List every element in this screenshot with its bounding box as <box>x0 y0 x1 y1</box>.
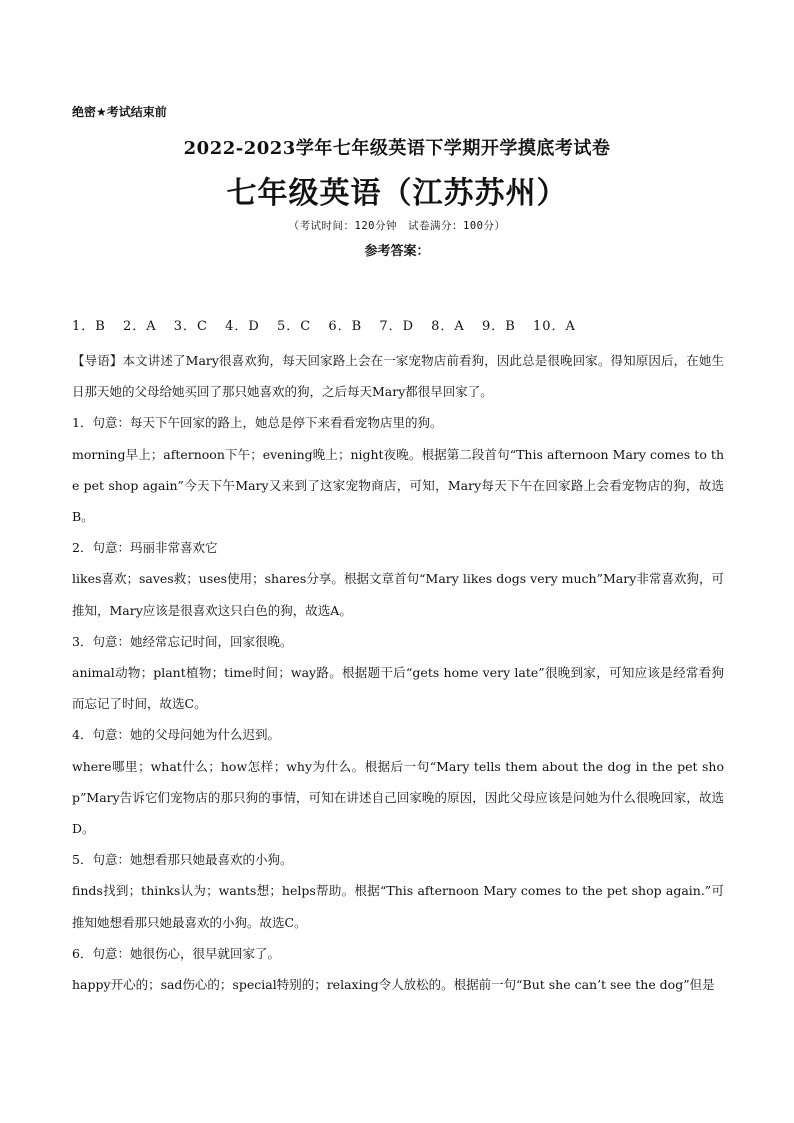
explanation-text: finds找到；thinks认为；wants想；helps帮助。根据“This afternoon Mary comes to the pet shop again.”可推知她想看那只她最喜欢的小狗。故选C。 <box>72 883 724 930</box>
answer-item: 6．B <box>328 319 363 334</box>
explanation-title: 5．句意：她想看那只她最喜欢的小狗。 <box>72 852 293 868</box>
explanation-title: 1．句意：每天下午回家的路上，她总是停下来看看宠物店里的狗。 <box>72 415 443 431</box>
answer-key <box>72 315 588 334</box>
explanation-text: happy开心的；sad伤心的；special特别的；relaxing令人放松的。根据前一句“But she can’t see the dog”但是 <box>72 977 715 993</box>
answer-item: 8．A <box>431 319 465 334</box>
explanation-title: 6．句意：她很伤心，很早就回家了。 <box>72 945 280 961</box>
confidential-mark: 绝密★考试结束前 <box>72 105 167 119</box>
explanation-title: 4．句意：她的父母问她为什么迟到。 <box>72 727 280 743</box>
explanation-title: 3．句意：她经常忘记时间，回家很晚。 <box>72 633 293 649</box>
exam-title: 2022-2023学年七年级英语下学期开学摸底考试卷 <box>183 138 611 159</box>
reference-answer-heading: 参考答案： <box>364 244 430 259</box>
answer-item: 1．B <box>72 319 106 334</box>
explanation-text: morning早上；afternoon下午；evening晚上；night夜晚。根据第二段首句“This afternoon Mary comes to the pet shop again”今天下午Mary又来到了这家宠物商店，可知，Mary每天下午在回家路上会看宠物店的狗，故选B。 <box>72 446 724 525</box>
answer-item: 10．A <box>532 319 576 334</box>
answer-item: 9．B <box>481 319 516 334</box>
main-title: 七年级英语（江苏苏州） <box>226 176 568 211</box>
explanation-text: likes喜欢；saves救；uses使用；shares分享。根据文章首句“Mary likes dogs very much”Mary非常喜欢狗，可推知，Mary应该是很喜欢这只白色的狗，故选A。 <box>72 571 724 618</box>
answer-item: 5．C <box>276 319 312 334</box>
explanation-text: animal动物；plant植物；time时间；way路。根据题干后“gets home very late”很晚到家，可知应该是经常看狗而忘记了时间，故选C。 <box>72 665 724 712</box>
explanation-text: where哪里；what什么；how怎样；why为什么。根据后一句“Mary tells them about the dog in the pet shop”Mary告诉它们宠物店的那只狗的事情，可知在讲述自己回家晚的原因，因此父母应该是问她为什么很晚回家，故选D。 <box>72 758 724 837</box>
answer-item: 2．A <box>122 319 157 334</box>
answer-item: 7．D <box>379 319 415 334</box>
answer-item: 4．D <box>225 319 260 334</box>
answer-item: 3．C <box>173 319 208 334</box>
explanations <box>72 345 724 1000</box>
explanation-title: 2．句意：玛丽非常喜欢它 <box>72 540 218 556</box>
intro-paragraph: 【导语】本文讲述了Mary很喜欢狗，每天回家路上会在一家宠物店前看狗，因此总是很晚回家。得知原因后，在她生日那天她的父母给她买回了那只她喜欢的狗，之后每天Mary都很早回家了。 <box>72 353 724 400</box>
exam-info: （考试时间：120分钟 试卷满分：100分） <box>288 220 506 232</box>
